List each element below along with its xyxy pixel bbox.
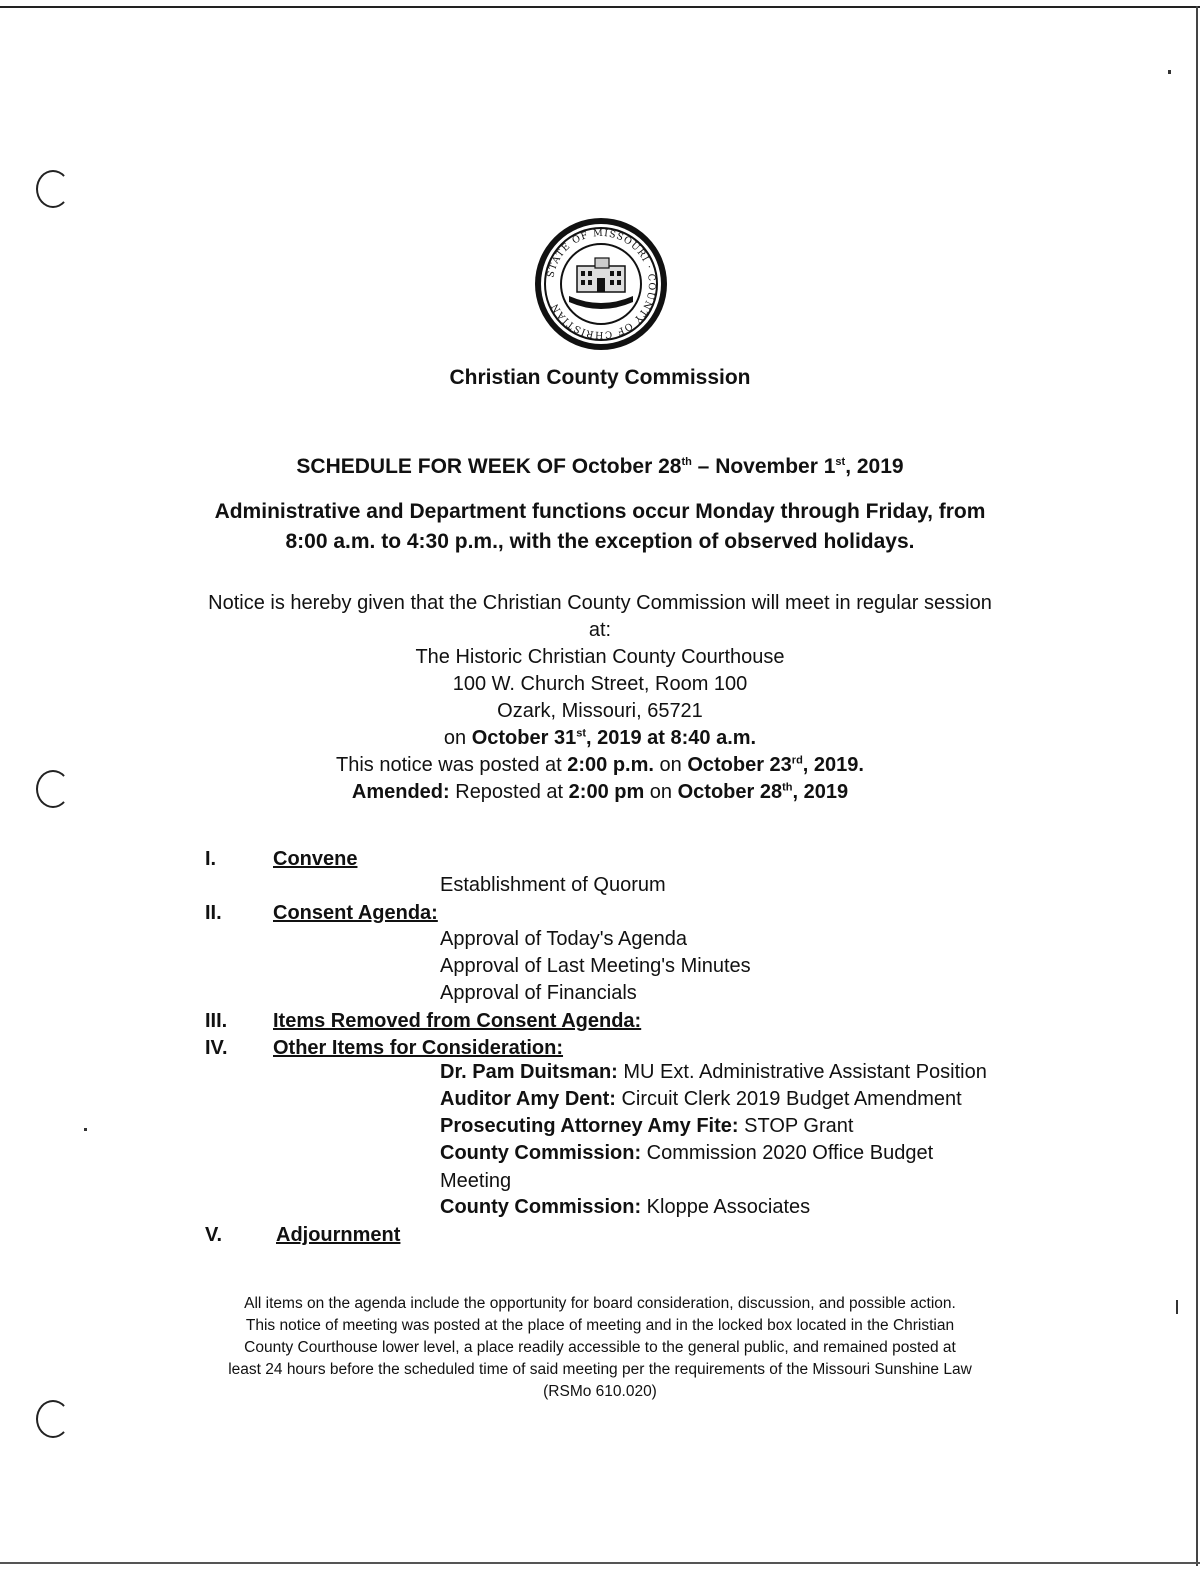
venue-name: The Historic Christian County Courthouse <box>415 646 785 668</box>
list-item: Prosecuting Attorney Amy Fite: STOP Grant <box>440 1115 854 1137</box>
scan-speck <box>1168 70 1171 74</box>
legal-footer: All items on the agenda include the opportunity for board consideration, discussion, and possible action. This notice of meeting was posted at the place of meeting and in the locked box located in the Christian County Courthouse lower level, a place readily accessible to the general public, and remained posted at least 24 hours before the scheduled time of said meeting per the requirements of the Missouri Sunshine Law (RSMo 610.020) <box>228 1295 972 1400</box>
svg-text:STATE OF MISSOURI · COUNTY OF: STATE OF MISSOURI · COUNTY OF CHRISTIAN <box>545 227 658 341</box>
punch-hole-icon <box>36 1400 70 1438</box>
meeting-notice: Notice is hereby given that the Christian County Commission will meet in regular session at: The Historic Christian County Courthouse 100 W. Church Street, Room 100 Ozark, Missouri, 65721 on October 31st, 2019 at 8:40 a.m. This notice was posted at 2:00 p.m. on October 23rd, 2019. Amended: Reposted at 2:00 pm on October 28th, 2019 <box>0 590 1200 806</box>
punch-hole-icon <box>36 170 70 208</box>
venue-city: Ozark, Missouri, 65721 <box>497 700 703 722</box>
schedule-heading: SCHEDULE FOR WEEK OF October 28th – November 1st, 2019 <box>296 455 904 478</box>
posted-line: This notice was posted at 2:00 p.m. on October 23rd, 2019. <box>336 754 864 776</box>
list-item: Approval of Last Meeting's Minutes <box>440 955 751 977</box>
list-item: Meeting <box>440 1170 512 1192</box>
list-item: Approval of Today's Agenda <box>440 928 687 950</box>
meeting-date: on October 31st, 2019 at 8:40 a.m. <box>443 727 757 749</box>
agenda-item-consent: II. Consent Agenda: <box>205 902 438 924</box>
agenda-item-convene: I. Convene <box>205 848 358 870</box>
list-item: Establishment of Quorum <box>440 874 666 896</box>
agenda-item-adjournment: V. Adjournment <box>205 1224 401 1246</box>
amended-line: Amended: Reposted at 2:00 pm on October 28th, 2019 <box>351 781 849 803</box>
list-item: County Commission: Kloppe Associates <box>440 1196 811 1218</box>
admin-hours-notice: Administrative and Department functions occur Monday through Friday, from 8:00 a.m. to 4:30 p.m., with the exception of observed holidays. <box>214 500 986 553</box>
list-item: Auditor Amy Dent: Circuit Clerk 2019 Budget Amendment <box>440 1088 962 1110</box>
page-bottom-border <box>0 1562 1200 1564</box>
page-title: Christian County Commission <box>449 366 751 389</box>
list-item: Approval of Financials <box>440 982 637 1004</box>
agenda-item-removed: III. Items Removed from Consent Agenda: <box>205 1010 642 1032</box>
page-top-border <box>0 6 1200 8</box>
list-item: County Commission: Commission 2020 Office Budget <box>440 1142 934 1164</box>
county-seal-icon <box>533 216 669 352</box>
list-item: Dr. Pam Duitsman: MU Ext. Administrative Assistant Position <box>440 1061 987 1083</box>
venue-street: 100 W. Church Street, Room 100 <box>452 673 748 695</box>
agenda-item-other: IV. Other Items for Consideration: <box>205 1037 564 1059</box>
